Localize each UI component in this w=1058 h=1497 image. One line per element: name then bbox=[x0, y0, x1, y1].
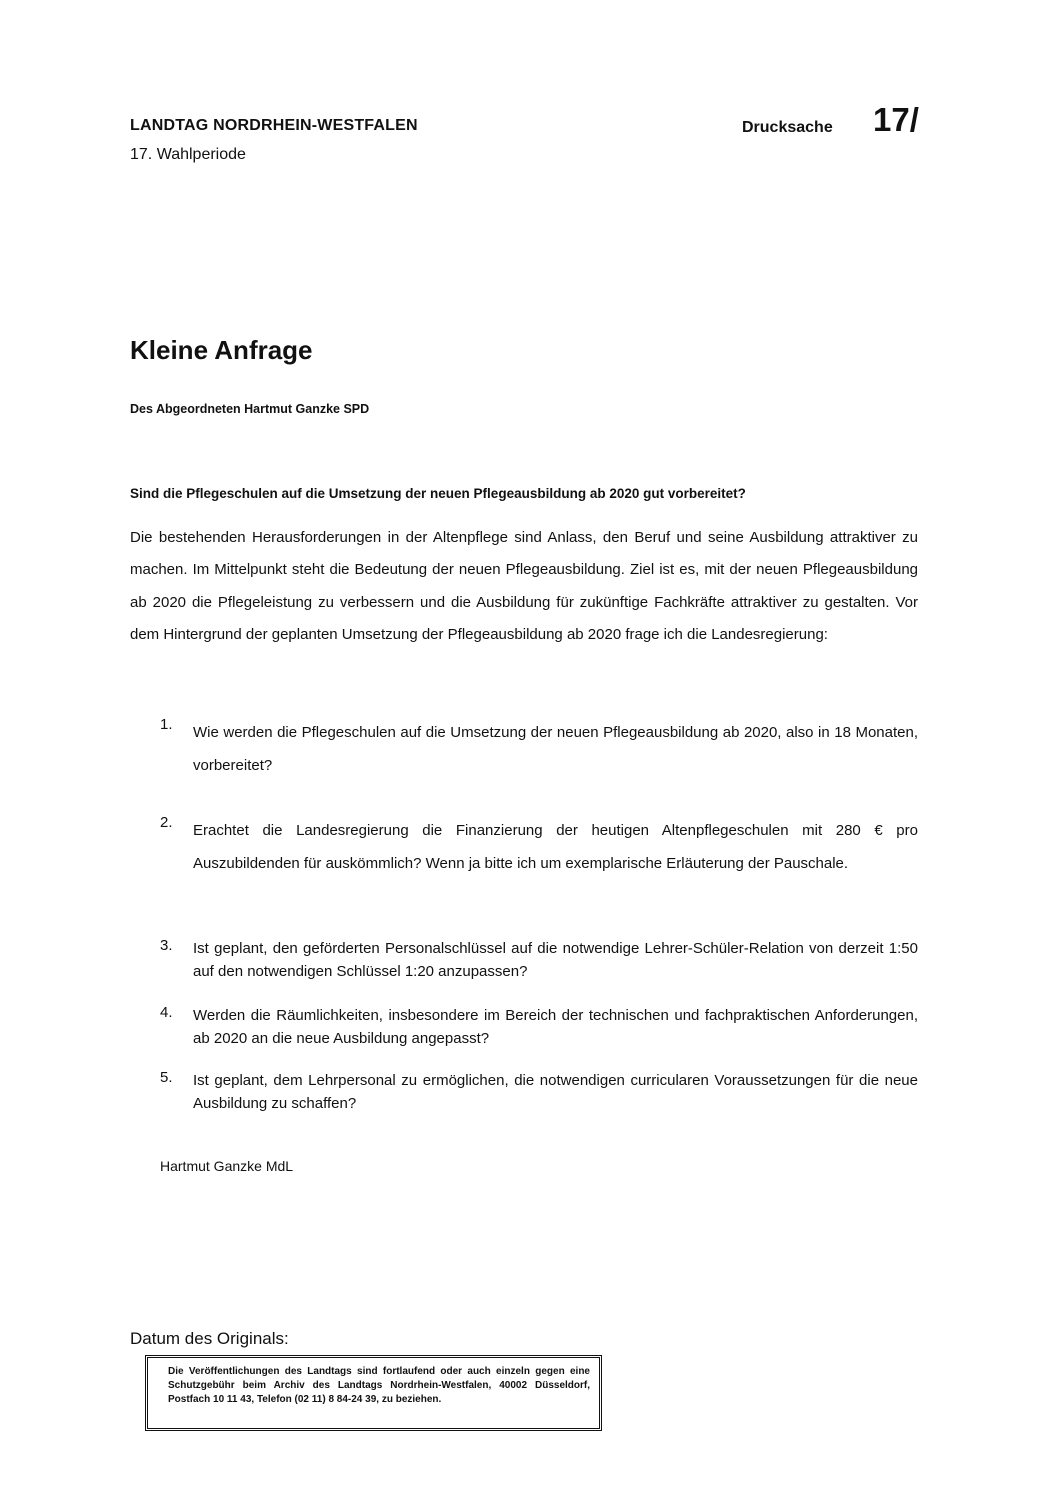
question-text: Ist geplant, den geförderten Personalschlüssel auf die notwendige Lehrer-Schüler-Relation von derzeit 1:50 auf den notwendigen Schlüssel 1:20 anzupassen? bbox=[193, 940, 918, 980]
question-text: Wie werden die Pflegeschulen auf die Umsetzung der neuen Pflegeausbildung ab 2020, also in 18 Monaten, vorbereitet? bbox=[193, 724, 918, 774]
question-number: 2. bbox=[160, 814, 173, 831]
datum-label: Datum des Originals: bbox=[130, 1329, 289, 1348]
author-line: Des Abgeordneten Hartmut Ganzke SPD bbox=[130, 402, 370, 416]
question-number: 5. bbox=[160, 1069, 173, 1086]
publication-notice-box bbox=[145, 1355, 602, 1431]
parliament-name: LANDTAG NORDRHEIN-WESTFALEN bbox=[130, 117, 418, 134]
publication-notice: Die Veröffentlichungen des Landtags sind fortlaufend oder auch einzeln gegen eine Schutzgebühr beim Archiv des Landtags Nordrhein-Westfalen, 40002 Düsseldorf, Postfach 10 11 43, Telefon (02 11) 8 84-24 39, zu beziehen. bbox=[168, 1366, 590, 1405]
legislative-period: 17. Wahlperiode bbox=[130, 146, 246, 163]
question-number: 1. bbox=[160, 716, 173, 733]
question-number: 4. bbox=[160, 1004, 173, 1021]
drucksache-number: 17/ bbox=[873, 101, 919, 138]
signature: Hartmut Ganzke MdL bbox=[160, 1158, 294, 1174]
main-question: Sind die Pflegeschulen auf die Umsetzung der neuen Pflegeausbildung ab 2020 gut vorbereitet? bbox=[130, 486, 746, 501]
question-number: 3. bbox=[160, 937, 173, 954]
document-title: Kleine Anfrage bbox=[130, 335, 313, 365]
intro-paragraph: Die bestehenden Herausforderungen in der Altenpflege sind Anlass, den Beruf und seine Ausbildung attraktiver zu machen. Im Mittelpunkt steht die Bedeutung der neuen Pflegeausbildung. Ziel ist es, mit der neuen Pflegeausbildung ab 2020 die Pflegeleistung zu verbessern und die Ausbildung für zukünftige Fachkräfte attraktiver zu gestalten. Vor dem Hintergrund der geplanten Umsetzung der Pflegeausbildung ab 2020 frage ich die Landesregierung: bbox=[130, 529, 918, 644]
question-text: Erachtet die Landesregierung die Finanzierung der heutigen Altenpflegeschulen mit 280 € pro Auszubildenden für auskömmlich? Wenn ja bitte ich um exemplarische Erläuterung der Pauschale. bbox=[193, 822, 918, 872]
question-text: Werden die Räumlichkeiten, insbesondere im Bereich der technischen und fachpraktischen Anforderungen, ab 2020 an die neue Ausbildung angepasst? bbox=[193, 1007, 918, 1047]
drucksache-label: Drucksache bbox=[742, 119, 833, 136]
question-text: Ist geplant, dem Lehrpersonal zu ermöglichen, die notwendigen curricularen Voraussetzungen für die neue Ausbildung zu schaffen? bbox=[193, 1072, 918, 1112]
